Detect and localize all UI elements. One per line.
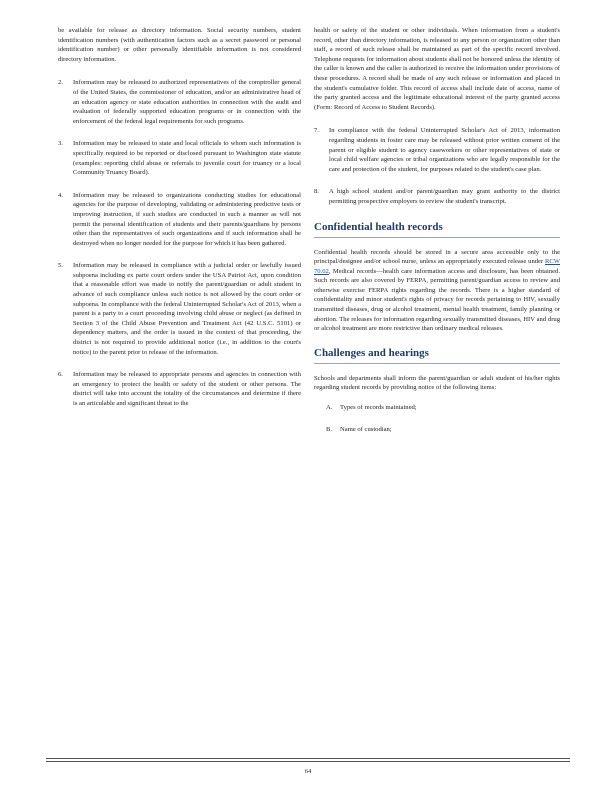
left-column [58,26,301,422]
item-number: 6. [58,371,63,379]
item-text: Name of custodian; [340,425,392,433]
list-item-3 [58,139,301,177]
item-number: 8. [314,188,319,196]
list-item-6 [58,370,301,408]
item-text: A high school student and/or parent/guardian may grant authority to the district permitting prospective employers to review the student's transcript. [329,188,560,205]
health-records-heading: Confidential health records [314,220,560,238]
item-number: 5. [58,262,63,270]
list-item-5 [58,261,301,357]
list-item-4 [58,191,301,249]
item-number: 7. [314,127,319,135]
right-continuation-paragraph: health or safety of the student or other individuals. When information from a student's record, other than directory information, is released to any person or organization other than staff, a record of such release shall be maintained as part of the specific record involved. Telephone requests for information about students shall not be honored unless the identity of the caller is known and the caller is authorized to receive the information under provisions of these procedures. A record shall be made of any such release or information and placed in the student's cumulative folder. This record of access shall include date of access, name of the party granted access and the legitimate educational interest of the party granted access (Form: Record of Access to Student Records). [314,27,560,111]
health-text-before-link: Confidential health records should be stored in a secure area accessible only to the principal/designee and/or school nurse, unless an appropriately executed release under [314,248,560,266]
item-text: Information may be released to appropriate persons and agencies in connection with an emergency to protect the health or safety of the student or other persons. The district will take into account the totality of the circumstances and determine if there is an articulable and significant threat to the [73,371,301,407]
footer-rule-bottom [46,761,570,762]
rcw-link[interactable]: RCW 70.02 [314,258,561,275]
lettered-item-b [314,425,560,435]
left-continuation-paragraph: be available for release as directory information. Social security numbers, student identification numbers (with authentication factors such as a secret password or personal identification number) or other personally identifiable information is not considered directory information. [58,27,301,63]
item-text: Information may be released to authorized representatives of the comptroller general of the United States, the commissioner of education, and/or an administrative head of an education agency or state education authorities in connection with the audit and evaluation of federally supported education programs or in connection with the enforcement of the federal legal requirements for such programs. [73,79,301,125]
left-numbered-list [58,78,301,408]
footer-rule-top [46,758,570,759]
item-text: Information may be released in compliance with a judicial order or lawfully issued subpoena including ex parte court orders under the USA Patriot Act, upon condition that a reasonable effort was made to notify the parent/guardian or adult student in advance of such compliance unless such notice is not allowed by the court order or subpoena. In compliance with the federal Uninterrupted Scholar's Act of 2013, when a parent is a party to a court proceeding involving child abuse or neglect (as defined in Section 3 of the Child Abuse Prevention and Treatment Act (42 U.S.C. 5101) or dependency matters, and the order is issued in the context of that proceeding, the district is not required to provide additional notice (i.e., in addition to the court's notice) to the parent prior to release of the information. [73,262,301,356]
item-letter: A. [326,404,333,412]
right-column [314,26,560,446]
list-item-2 [58,78,301,126]
item-text: Information may be released to organizations conducting studies for educational agencies for the purpose of developing, validating or administering predictive tests or improving instruction, if such studies are conducted in such a manner as will not permit the personal identification of students and their parents/guardians by persons other than the representatives of such organizations and if such information shall be destroyed when no longer needed for the purpose for which it has been gathered. [73,191,301,247]
item-text: Types of records maintained; [340,404,417,412]
item-number: 2. [58,79,63,87]
challenges-lettered-list [314,403,560,434]
health-records-paragraph [314,248,560,334]
right-numbered-list [314,126,560,206]
item-text: Information may be released to state and local officials to whom such information is specifically required to be reported or disclosed pursuant to Washington state statute (examples: reporting child abuse or referrals to juvenile court for truancy or a local Community Truancy Board). [73,140,301,177]
list-item-7 [314,126,560,174]
list-item-8 [314,187,560,206]
page-number: 64 [304,768,312,775]
item-letter: B. [326,425,333,433]
item-number: 4. [58,191,63,199]
lettered-item-a [314,403,560,413]
item-number: 3. [58,140,63,148]
challenges-paragraph: Schools and departments shall inform the parent/guardian or adult student of his/her rights regarding student records by providing notice of the following items: [314,374,560,392]
health-text-after-link: , Medical records—health care information access and disclosure, has been obtained. Such records are also covered by FERPA, permitting parent/guardian access to review and otherwise exercise FERPA rights regarding the records. There is a higher standard of confidentiality and minor student's rights of privacy for records pertaining to HIV, sexually transmitted diseases, drug or alcohol treatment, mental health treatment, family planning or abortion. The releases for information regarding sexually transmitted diseases, HIV and drug or alcohol treatment are more restrictive than ordinary medical releases. [314,267,560,333]
challenges-heading: Challenges and hearings [314,346,560,364]
item-text: In compliance with the federal Uninterrupted Scholar's Act of 2013, information regarding students in foster care may be released without prior written consent of the parent or eligible student to agency caseworkers or other representatives of state or local child welfare agencies or tribal organizations who are legally responsible for the care and protection of the student, for purposes related to the student's case plan. [329,127,560,173]
